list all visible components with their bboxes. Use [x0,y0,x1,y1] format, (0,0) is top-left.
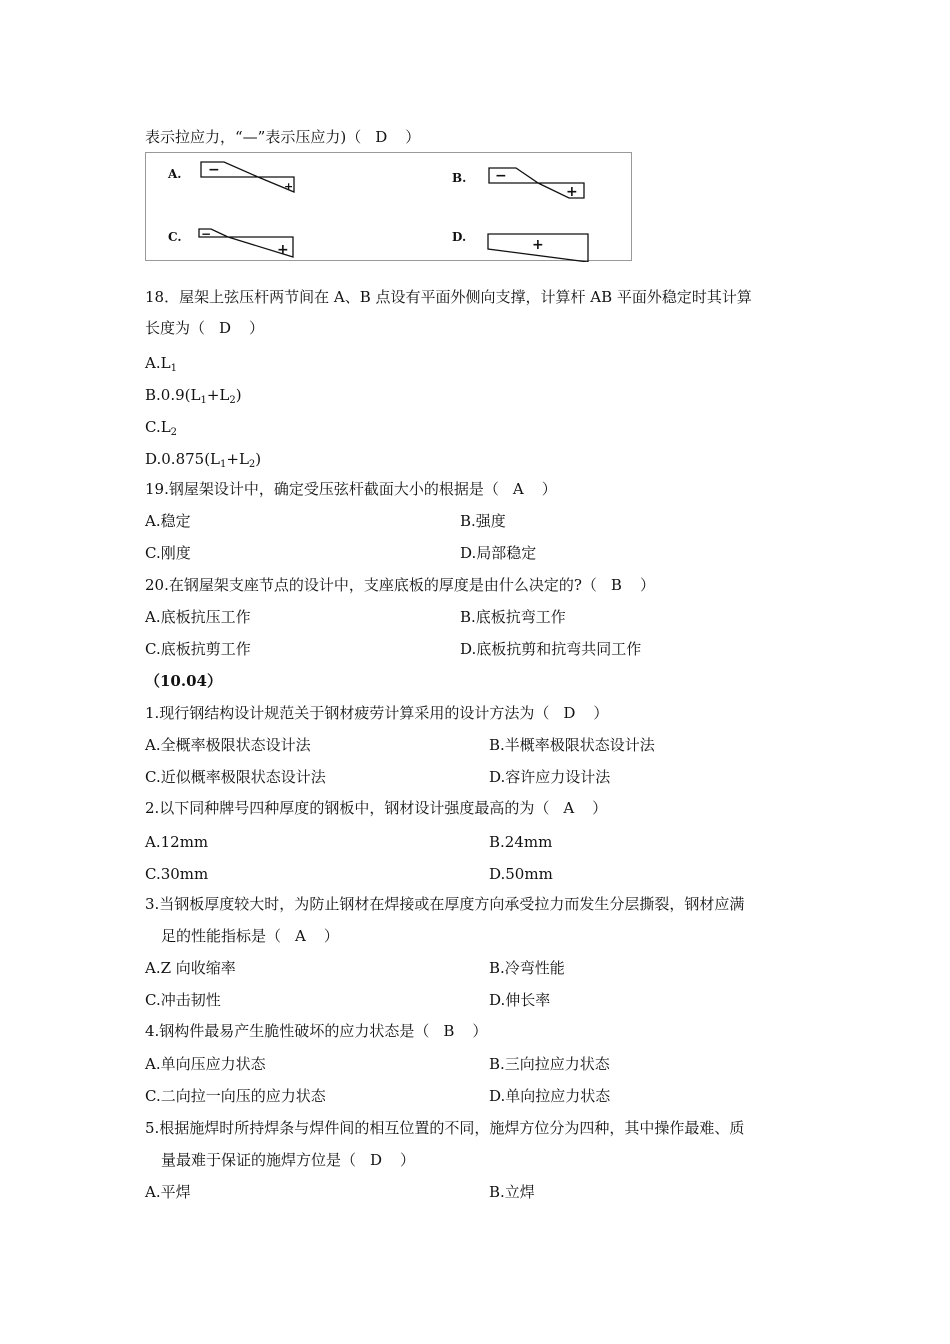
q17-answer: D [375,128,388,146]
s3-stem-line2: 足的性能指标是（ A ） [161,927,339,945]
q18-answer: D [219,319,232,337]
s3-option-b: B.冷弯性能 [489,959,565,977]
diagram-c-plus: + [277,242,289,258]
s3-stem-line1: 3.当钢板厚度较大时，为防止钢材在焊接或在厚度方向承受拉力而发生分层撕裂，钢材应满 [145,895,745,913]
s4-stem: 4.钢构件最易产生脆性破坏的应力状态是（ B ） [145,1022,488,1040]
s2-answer: A [563,799,575,817]
q20-option-d: D.底板抗剪和抗弯共同工作 [460,640,642,658]
s1-answer: D [563,704,576,722]
diagram-c-minus: − [201,227,212,241]
s1-option-c: C.近似概率极限状态设计法 [145,768,326,786]
diagram-b-plus: + [566,184,578,200]
s3-answer: A [295,927,306,945]
stress-diagram-figure [145,152,632,261]
figure-label-b: B. [452,171,467,185]
q19-option-d: D.局部稳定 [460,544,537,562]
q19-option-c: C.刚度 [145,544,191,562]
s1-option-a: A.全概率极限状态设计法 [145,736,311,754]
q20-answer: B [610,576,622,594]
s1-option-d: D.容许应力设计法 [489,768,611,786]
q17-text: 表示拉应力，“—”表示压应力)（ D ） [145,128,421,146]
s4-answer: B [443,1022,455,1040]
q19-option-b: B.强度 [460,512,506,530]
q18-option-d: $D.0.875(L_1+L_2)$ [145,450,262,470]
q19-stem: 19.钢屋架设计中，确定受压弦杆截面大小的根据是（ A ） [145,480,557,498]
q18-option-c: $C.L_2$ [145,418,178,438]
q19-answer: A [512,480,524,498]
q18-option-b: $B.0.9(L_1+L_2)$ [145,386,242,406]
figure-label-d: D. [452,230,467,244]
q19-option-a: A.稳定 [145,512,191,530]
diagram-d-plus: + [532,237,544,253]
s4-option-a: A.单向压应力状态 [145,1055,266,1073]
s1-stem: 1.现行钢结构设计规范关于钢材疲劳计算采用的设计方法为（ D ） [145,704,609,722]
s2-option-b: B.24mm [489,833,553,851]
q18-stem-line1: 18．屋架上弦压杆两节间在 A、B 点设有平面外侧向支撑，计算杆 AB 平面外稳定时其计算 [145,288,752,306]
s5-option-b: B.立焊 [489,1183,535,1201]
diagram-a-plus: + [284,180,294,193]
s5-stem-line1: 5.根据施焊时所持焊条与焊件间的相互位置的不同，施焊方位分为四种，其中操作最难、质 [145,1119,745,1137]
s5-option-a: A.平焊 [145,1183,191,1201]
s3-option-d: D.伸长率 [489,991,551,1009]
s4-option-c: C.二向拉一向压的应力状态 [145,1087,326,1105]
s1-option-b: B.半概率极限状态设计法 [489,736,655,754]
s4-option-b: B.三向拉应力状态 [489,1055,610,1073]
diagram-b-minus: − [495,168,507,184]
s5-stem-line2: 量最难于保证的施焊方位是（ D ） [161,1151,416,1169]
s4-option-d: D.单向拉应力状态 [489,1087,611,1105]
q18-stem-line2: 长度为（ D ） [145,319,265,337]
figure-label-a: A. [168,167,182,181]
s2-option-a: A.12mm [145,833,209,851]
q20-option-b: B.底板抗弯工作 [460,608,566,626]
s2-option-d: D.50mm [489,865,553,883]
s2-stem: 2.以下同种牌号四种厚度的钢板中，钢材设计强度最高的为（ A ） [145,799,608,817]
figure-label-c: C. [168,230,182,244]
diagram-a-minus: − [208,162,220,178]
stress-diagrams-svg [146,153,633,262]
s5-answer: D [370,1151,383,1169]
s3-option-a: A.Z 向收缩率 [145,959,236,977]
s2-option-c: C.30mm [145,865,209,883]
q18-option-a: $A.L_1$ [145,354,177,374]
q20-option-c: C.底板抗剪工作 [145,640,251,658]
q20-option-a: A.底板抗压工作 [145,608,251,626]
q20-stem: 20.在钢屋架支座节点的设计中，支座底板的厚度是由什么决定的?（ B ） [145,576,655,594]
s3-option-c: C.冲击韧性 [145,991,221,1009]
section-header: （10.04） [145,672,222,690]
